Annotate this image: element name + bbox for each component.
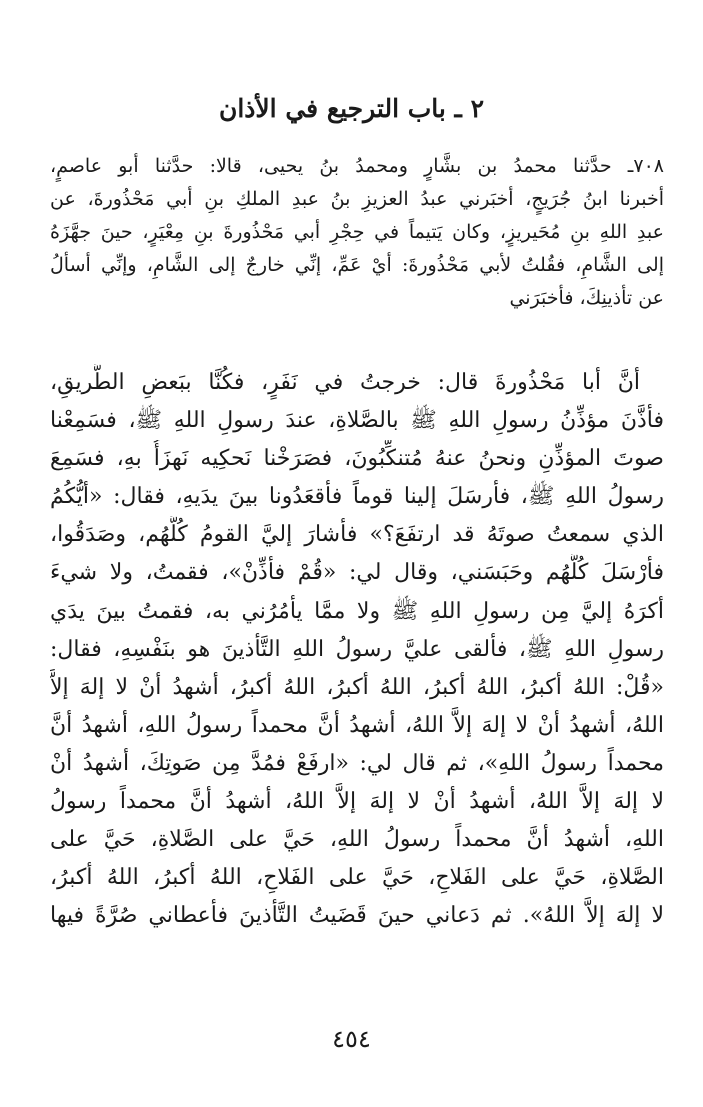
isnad-line: إلى الشَّامِ، فقُلتُ لأبي مَحْذُورةَ: أيْ عَمِّ، إنِّي خارجٌ إلى الشَّامِ، وإنِّي أسألُ — [50, 254, 664, 276]
matn-line: صوتَ المؤذِّنِ ونحنُ عنهُ مُتنكِّبُونَ، فصَرَخْنا نَحكِيه نَهزَأُ بهِ، فسَمِعَ — [50, 446, 664, 472]
isnad-line: عن تأذينِكَ، فأخبَرَني — [509, 287, 664, 309]
matn-line: فأذَّنَ مؤذِّنُ رسولِ اللهِ ﷺ بالصَّلاةِ، عندَ رسولِ اللهِ ﷺ، فسَمِعْنا — [50, 408, 664, 434]
matn-line: لا إلهَ إلاَّ اللهُ، أشهدُ أنْ لا إلهَ إلاَّ اللهُ، أشهدُ أنَّ محمداً رسولُ — [50, 789, 664, 815]
matn-line: رسولُ اللهِ ﷺ، فأرسَلَ إلينا قوماً فأقعَدُونا بينَ يدَيهِ، فقال: «أيُّكُمُ — [50, 484, 664, 510]
matn-line: «قُلْ: اللهُ أكبرُ، اللهُ أكبرُ، اللهُ أكبرُ، اللهُ أكبرُ، أشهدُ أنْ لا إلهَ إلاَّ — [50, 674, 664, 700]
matn-line: محمداً رسولُ اللهِ»، ثم قال لي: «ارفَعْ فمُدَّ مِن صَوتِكَ، أشهدُ أنْ — [50, 750, 664, 776]
isnad-line: ٧٠٨ـ حدَّثنا محمدُ بن بشَّارٍ ومحمدُ بنُ يحيى، قالا: حدَّثنا أبو عاصمٍ، — [50, 155, 664, 177]
chapter-title: ٢ ـ باب الترجيع في الأذان — [218, 94, 485, 123]
matn-line: اللهِ، أشهدُ أنَّ محمداً رسولُ اللهِ، حَيَّ على الصَّلاةِ، حَيَّ على — [50, 827, 664, 853]
matn-line: لا إلهَ إلاَّ اللهُ». ثم دَعاني حينَ قَضَيتُ التَّأذينَ فأعطاني صُرَّةً فيها — [50, 903, 664, 929]
matn-line: أنَّ أبا مَحْذُورةَ قال: خرجتُ في نَفَرٍ، فكُنَّا ببَعضِ الطَّريقِ، — [50, 370, 640, 395]
matn-line: الذي سمعتُ صوتَهُ قد ارتفَعَ؟» فأشارَ إليَّ القومُ كُلُّهُم، وصَدَقُوا، — [50, 522, 664, 548]
matn-line: أكرَهُ إليَّ مِن رسولِ اللهِ ﷺ ولا ممَّا يأمُرُني به، فقمتُ بينَ يدَي — [50, 598, 664, 624]
matn-line: فأرْسَلَ كُلَّهُم وحَبَسَني، وقال لي: «قُمْ فأذِّنْ»، فقمتُ، ولا شيءَ — [50, 560, 664, 586]
matn-line: اللهُ، أشهدُ أنْ لا إلهَ إلاَّ اللهُ، أشهدُ أنَّ محمداً رسولُ اللهِ، أشهدُ أنَّ — [50, 712, 664, 738]
isnad-line: عبدِ اللهِ بنِ مُحَيريزٍ، وكان يَتيماً في حِجْرِ أبي مَحْذُورةَ بنِ مِعْيَرٍ، حينَ جهَّزَهُ — [50, 221, 664, 243]
hadith-matn — [50, 364, 664, 935]
isnad-line: أخبرنا ابنُ جُرَيجٍ، أخبَرني عبدُ العزيزِ بنُ عبدِ الملكِ بنِ أبي مَحْذُورةَ، عن — [50, 188, 664, 210]
matn-line: رسولِ اللهِ ﷺ، فألقى عليَّ رسولُ اللهِ التَّأذينَ هو بنَفْسِهِ، فقال: — [50, 636, 664, 662]
matn-line: الصَّلاةِ، حَيَّ على الفَلاحِ، حَيَّ على الفَلاحِ، اللهُ أكبرُ، اللهُ أكبرُ، — [50, 865, 664, 891]
page-number: ٤٥٤ — [332, 1025, 371, 1053]
hadith-isnad — [50, 150, 664, 315]
